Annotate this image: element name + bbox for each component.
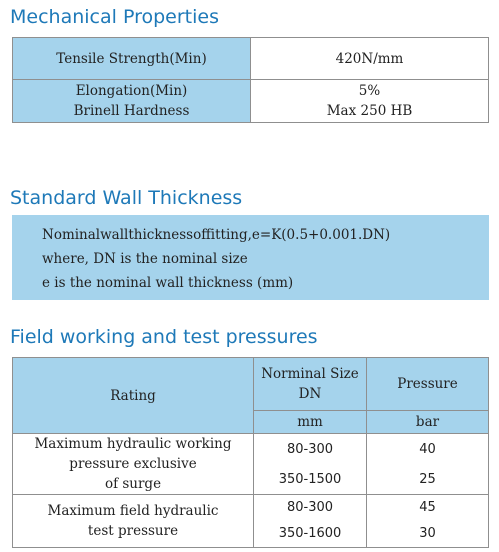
unit-size: mm <box>254 411 367 434</box>
row2-size-b: 350-1600 <box>254 521 367 548</box>
tensile-label: Tensile Strength(Min) <box>13 38 251 80</box>
row2-label-line1: Maximum field hydraulic <box>47 503 219 519</box>
table-row <box>13 80 489 123</box>
elongation-hardness-labels <box>13 80 251 123</box>
wall-formula: Nominalwallthicknessoffitting,e=K(0.5+0.001.DN) <box>42 227 391 243</box>
row1-label <box>13 434 254 495</box>
unit-pressure: bar <box>367 411 489 434</box>
wall-thickness-box <box>12 215 489 300</box>
table-row <box>13 38 489 80</box>
mechanical-properties-table <box>12 37 489 123</box>
row2-size-a: 80-300 <box>254 495 367 522</box>
elongation-hardness-values <box>251 80 489 123</box>
row2-label-line2: test pressure <box>87 523 179 539</box>
row1-size-a: 80-300 <box>254 434 367 466</box>
table-header-row <box>13 358 489 411</box>
row1-label-line1: Maximum hydraulic working <box>34 436 232 452</box>
pressures-table <box>12 357 489 548</box>
header-pressure: Pressure <box>367 358 489 411</box>
row1-pressure-a: 40 <box>367 434 489 466</box>
mechanical-properties-heading: Mechanical Properties <box>10 6 219 28</box>
header-size <box>254 358 367 411</box>
elongation-label: Elongation(Min) <box>75 83 188 99</box>
pressures-heading: Field working and test pressures <box>10 326 318 348</box>
wall-e-line: e is the nominal wall thickness (mm) <box>42 275 294 291</box>
wall-where-line: where, DN is the nominal size <box>42 251 248 267</box>
row1-label-line3: of surge <box>104 476 162 492</box>
row1-pressure-b: 25 <box>367 465 489 494</box>
table-row <box>13 495 489 522</box>
row2-pressure-a: 45 <box>367 495 489 522</box>
table-row <box>13 434 489 466</box>
brinell-value: Max 250 HB <box>326 103 413 119</box>
header-size-line2: DN <box>298 386 322 402</box>
header-size-line1: Norminal Size <box>261 366 359 382</box>
header-rating: Rating <box>13 358 254 434</box>
wall-thickness-heading: Standard Wall Thickness <box>10 187 243 209</box>
row1-size-b: 350-1500 <box>254 465 367 494</box>
brinell-label: Brinell Hardness <box>73 103 190 119</box>
row1-label-line2: pressure exclusive <box>69 456 197 472</box>
tensile-value: 420N/mm <box>251 38 489 80</box>
row2-label <box>13 495 254 548</box>
elongation-value: 5% <box>358 83 381 99</box>
row2-pressure-b: 30 <box>367 521 489 548</box>
